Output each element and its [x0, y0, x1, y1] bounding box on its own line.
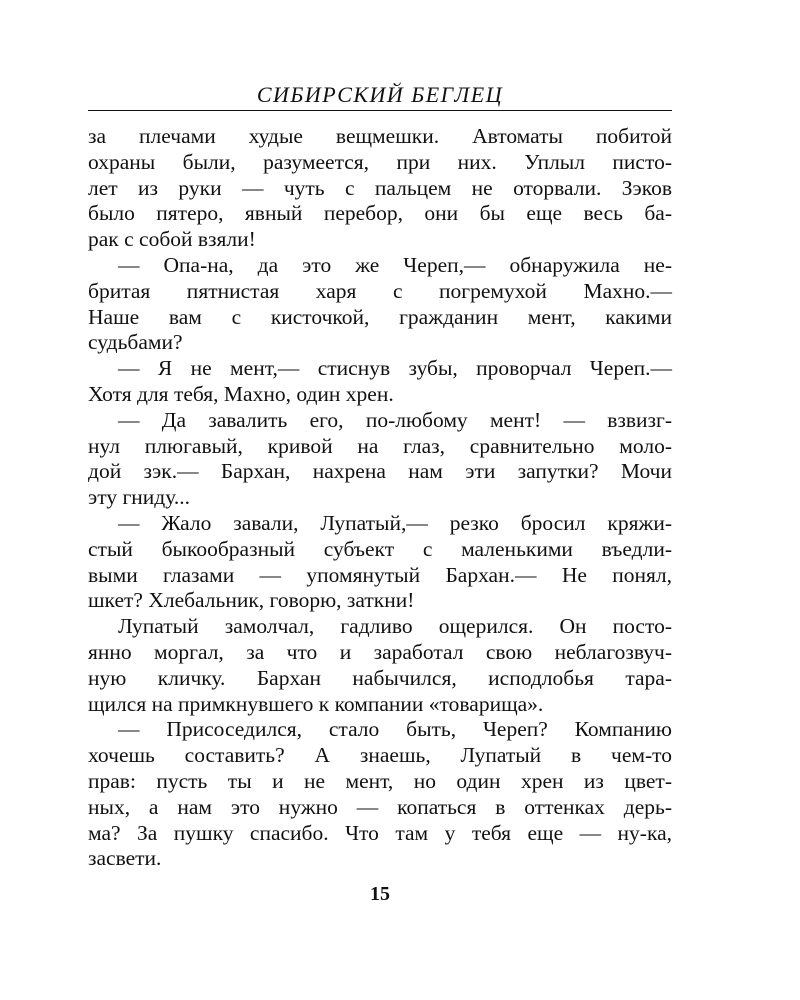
- text-line: Наше вам с кисточкой, гражданин мент, какими: [88, 304, 672, 329]
- text-line: хочешь составить? А знаешь, Лупатый в чем-то: [88, 743, 672, 768]
- text-line: янно моргал, за что и заработал свою неблагозвуч-: [88, 639, 672, 664]
- text-line: было пятеро, явный перебор, они бы еще весь ба-: [88, 201, 672, 226]
- text-line: — Я не мент,— стиснув зубы, проворчал Череп.—: [118, 356, 672, 381]
- text-line: выми глазами — упомянутый Бархан.— Не понял,: [88, 562, 672, 587]
- text-line: щился на примкнувшего к компании «товарища».: [88, 691, 544, 716]
- text-line: стый быкообразный субъект с маленькими въедли-: [88, 536, 672, 561]
- text-line: засвети.: [88, 846, 162, 871]
- text-line: Лупатый замолчал, гадливо ощерился. Он посто-: [118, 614, 672, 639]
- text-line: шкет? Хлебальник, говорю, заткни!: [88, 588, 415, 613]
- text-line: лет из руки — чуть с пальцем не оторвали. Зэков: [88, 175, 672, 200]
- text-line: ных, а нам это нужно — копаться в оттенках дерь-: [88, 794, 672, 819]
- header-rule: [88, 110, 672, 111]
- text-line: Хотя для тебя, Махно, один хрен.: [88, 381, 394, 406]
- page-number: 15: [370, 883, 390, 905]
- body-text: [88, 124, 672, 872]
- text-line: охраны были, разумеется, при них. Уплыл писто-: [88, 149, 672, 174]
- text-line: бритая пятнистая харя с погремухой Махно.—: [88, 278, 672, 303]
- text-line: ную кличку. Бархан набычился, исподлобья тара-: [88, 665, 672, 690]
- text-line: судьбами?: [88, 330, 183, 355]
- text-line: прав: пусть ты и не мент, но один хрен из цвет-: [88, 768, 672, 793]
- text-line: дой зэк.— Бархан, нахрена нам эти запутки? Мочи: [88, 459, 672, 484]
- text-line: — Жало завали, Лупатый,— резко бросил кряжи-: [118, 510, 672, 535]
- text-line: — Да завалить его, по-любому мент! — взвизг-: [118, 407, 672, 432]
- text-line: нул плюгавый, кривой на глаз, сравнительно моло-: [88, 433, 672, 458]
- text-line: — Присоседился, стало быть, Череп? Компанию: [118, 717, 672, 742]
- running-header-title: СИБИРСКИЙ БЕГЛЕЦ: [256, 82, 504, 107]
- text-line: рак с собой взяли!: [88, 227, 256, 252]
- text-line: эту гниду...: [88, 485, 190, 510]
- text-line: за плечами худые вещмешки. Автоматы побитой: [88, 124, 672, 148]
- text-line: — Опа-на, да это же Череп,— обнаружила не-: [118, 252, 672, 277]
- text-line: ма? За пушку спасибо. Что там у тебя еще — ну-ка,: [88, 820, 672, 845]
